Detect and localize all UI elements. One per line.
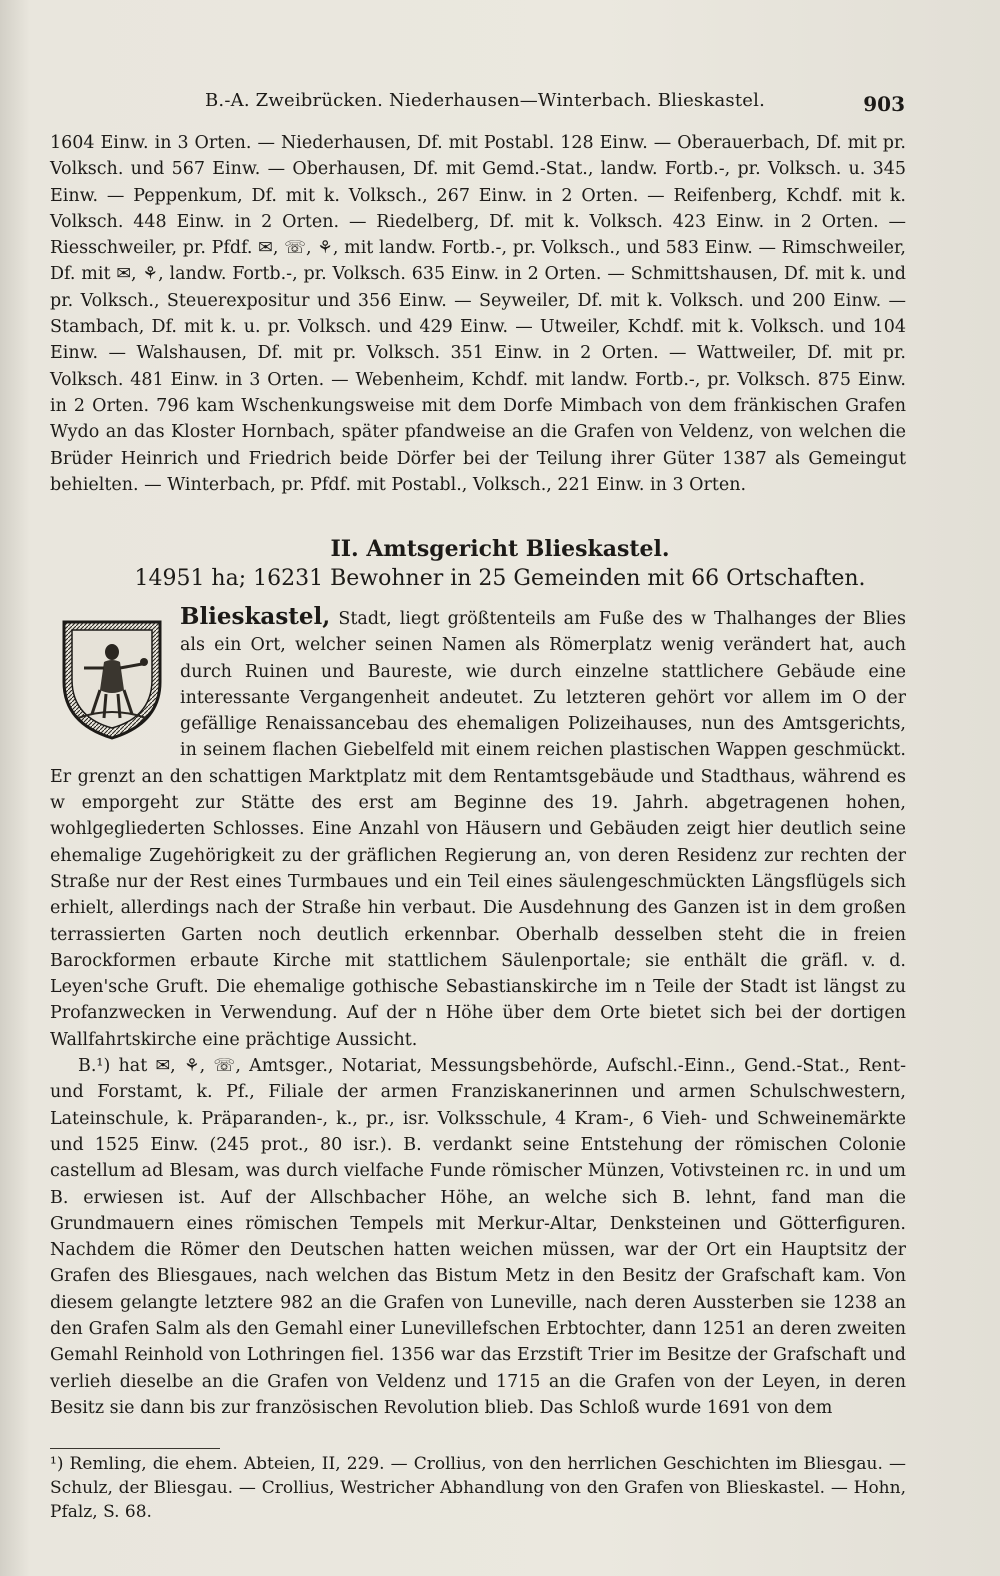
page-number: 903 [863,92,905,116]
entry-description-text: Stadt, liegt größtenteils am Fuße des w Thalhanges der Blies als ein Ort, welcher seinen Namen als Römerplatz wenig verändert hat, auch durch Ruinen und Baureste, wie durch einzelne stattlichere Gebäude eine interessante Vergangenheit andeutet. Zu letzteren gehört vor allem im O der gefällige Renaissancebau des ehemaligen Polizeihauses, nun des Amtsgerichts, in seinem flachen Giebelfeld mit einem reichen plastischen Wappen geschmückt. Er grenzt an den schattigen Marktplatz mit dem Rentamtsgebäude und Stadthaus, während es w emporgeht zur Stätte des erst am Beginne des 19. Jahrh. abgetragenen hohen, wohlgegliederten Schlosses. Eine Anzahl von Häusern und Gebäuden zeigt hier deutlich seine ehemalige Zugehörigkeit zu der gräflichen Regierung an, von deren Residenz zur rechten der Straße nur der Rest eines Turmbaues und ein Teil eines säulengeschmückten Längsflügels sich erhielt, allerdings nach der Straße hin verbaut. Die Ausdehnung des Ganzen ist in dem großen terrassierten Garten noch deutlich erkennbar. Oberhalb desselben steht die in freien Barockformen erbaute Kirche mit stattlichem Säulenportale; sie enthält die gräfl. v. d. Leyen'sche Gruft. Die ehemalige gothische Sebastianskirche im n Teile der Stadt ist längst zu Profanzwecken in Verwendung. Auf der n Höhe über dem Orte bietet sich bei der dortigen Wallfahrtskirche eine prächtige Aussicht. [50,609,906,1050]
section-title: II. Amtsgericht Blieskastel. [330,536,670,562]
footnote: ¹) Remling, die ehem. Abteien, II, 229. — Crollius, von den herrlichen Geschichten im Bliesgau. — Schulz, der Bliesgau. — Crollius, Westricher Abhandlung von den Grafen von Blieskastel. — Hohn, Pfalz, S. 68. [50,1454,906,1522]
section-subtitle: 14951 ha; 16231 Bewohner in 25 Gemeinden mit 66 Ortschaften. [134,566,866,591]
running-title: B.-A. Zweibrücken. Niederhausen—Winterbach. Blieskastel. [205,90,765,111]
running-header [205,86,905,116]
coat-of-arms-icon [54,608,166,738]
footnote-separator [50,1448,220,1449]
main-entry [50,604,906,1421]
coat-of-arms-graphic [60,618,164,742]
entry-continuation-paragraph: 1604 Einw. in 3 Orten. — Niederhausen, Df. mit Postabl. 128 Einw. — Oberauerbach, Df. mit pr. Volksch. und 567 Einw. — Oberhausen, Df. mit Gemd.-Stat., landw. Fortb.-, pr. Volksch. u. 345 Einw. — Peppenkum, Df. mit k. Volksch., 267 Einw. in 2 Orten. — Reifenberg, Kchdf. mit k. Volksch. 448 Einw. in 2 Orten. — Riedelberg, Df. mit k. Volksch. 423 Einw. in 2 Orten. — Riesschweiler, pr. Pfdf. ✉, ☏, ⚘, mit landw. Fortb.-, pr. Volksch., und 583 Einw. — Rimschweiler, Df. mit ✉, ⚘, landw. Fortb.-, pr. Volksch. 635 Einw. in 2 Orten. — Schmittshausen, Df. mit k. und pr. Volksch., Steuerexpositur und 356 Einw. — Seyweiler, Df. mit k. Volksch. und 200 Einw. — Stambach, Df. mit k. u. pr. Volksch. und 429 Einw. — Utweiler, Kchdf. mit k. Volksch. und 104 Einw. — Walshausen, Df. mit pr. Volksch. 351 Einw. in 2 Orten. — Wattweiler, Df. mit pr. Volksch. 481 Einw. in 3 Orten. — Webenheim, Kchdf. mit landw. Fortb.-, pr. Volksch. 875 Einw. in 2 Orten. 796 kam Wschenkungsweise mit dem Dorfe Mimbach von dem fränkischen Grafen Wydo an das Kloster Hornbach, später pfandweise an die Grafen von Veldenz, von welchen die Brüder Heinrich und Friedrich beide Dörfer bei der Teilung ihrer Güter 1387 als Gemeingut behielten. — Winterbach, pr. Pfdf. mit Postabl., Volksch., 221 Einw. in 3 Orten. [50,133,906,495]
entry-details-paragraph: B.¹) hat ✉, ⚘, ☏, Amtsger., Notariat, Messungsbehörde, Aufschl.-Einn., Gend.-Stat., Rent- und Forstamt, k. Pf., Filiale der armen Franziskanerinnen und armen Schulschwestern, Lateinschule, k. Präparanden-, k., pr., isr. Volksschule, 4 Kram-, 6 Vieh- und Schweinemärkte und 1525 Einw. (245 prot., 80 isr.). B. verdankt seine Entstehung der römischen Colonie castellum ad Blesam, was durch vielfache Funde römischer Münzen, Votivsteinen rc. in und um B. erwiesen ist. Auf der Allschbacher Höhe, an welche sich B. lehnt, fand man die Grundmauern eines römischen Tempels mit Merkur-Altar, Denksteinen und Götterfiguren. Nachdem die Römer den Deutschen hatten weichen müssen, war der Ort ein Hauptsitz der Grafen des Bliesgaues, nach welchen das Bistum Metz in den Besitz der Grafschaft kam. Von diesem gelangte letztere 982 an die Grafen von Luneville, nach deren Aussterben sie 1238 an den Grafen Salm als den Gemahl einer Lunevillefschen Erbtochter, dann 1251 an deren zweiten Gemahl Reinhold von Lothringen fiel. 1356 war das Erzstift Trier im Besitze der Grafschaft und verlieh dieselbe an die Grafen von Veldenz und 1715 an die Grafen von der Leyen, in deren Besitz sie dann bis zur französischen Revolution blieb. Das Schloß wurde 1691 von dem [50,1056,906,1418]
entry-headword: Blieskastel, [180,603,331,630]
